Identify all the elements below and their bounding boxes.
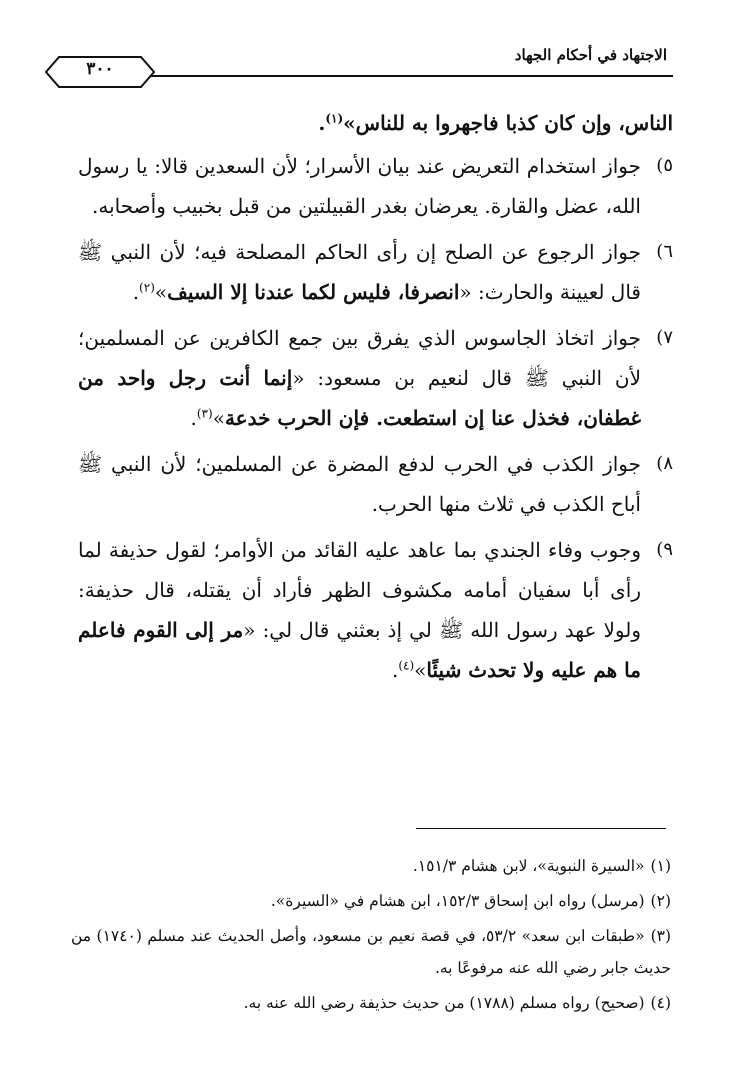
list-item-plain: وجوب وفاء الجندي بما عاهد عليه القائد من الأوامر؛ لقول حذيفة لما رأى أبا سفيان أمامه مكشوف الظهر فأراد أن يقتله، قال حذيفة: ولولا عهد رسول الله ﷺ لي إذ بعثني قال لي: «	[78, 538, 641, 642]
punct: .	[318, 111, 326, 135]
page-number: ٣٠٠	[86, 59, 114, 79]
footnote	[71, 850, 671, 882]
list-item	[78, 530, 673, 690]
punct: .	[132, 280, 140, 304]
list-item-number: ٥)	[656, 155, 673, 176]
list-item-plain: جواز الرجوع عن الصلح إن رأى الحاكم المصلحة فيه؛ لأن النبي ﷺ قال لعيينة والحارث: «	[78, 240, 641, 304]
list-item-number: ٩)	[656, 539, 673, 560]
footnote	[71, 885, 671, 917]
list-item-plain: جواز اتخاذ الجاسوس الذي يفرق بين جمع الكافرين عن المسلمين؛ لأن النبي ﷺ قال لنعيم بن مسعود: «	[78, 326, 641, 390]
list-item-text: جواز استخدام التعريض عند بيان الأسرار؛ لأن السعدين قالا: يا رسول الله، عضل والقارة. يعرضان بغدر القبيلتين من قبل بخبيب وأصحابه.	[78, 154, 641, 218]
footnote	[71, 920, 671, 984]
running-header	[45, 38, 673, 90]
list-item	[78, 318, 673, 438]
footnote	[71, 987, 671, 1019]
header-rule	[123, 75, 673, 77]
footnote-text: (صحيح) رواه مسلم (١٧٨٨) من حديث حذيفة رضي الله عنه به.	[243, 994, 645, 1012]
footnote-ref: (٤)	[398, 658, 415, 673]
hadith-quote: مر إلى القوم فاعلم ما هم عليه ولا تحدث شيئًا	[78, 618, 641, 682]
punct: .	[190, 406, 197, 430]
list-item-plain: »	[212, 406, 225, 430]
footnote-ref: (١)	[325, 111, 344, 126]
footnote-number: (٢)	[650, 892, 671, 910]
footnote-text: (مرسل) رواه ابن إسحاق ١٥٢/٣، ابن هشام في «السيرة».	[270, 892, 645, 910]
list-item-plain: »	[154, 280, 168, 304]
footnote-text: «طبقات ابن سعد» ٥٣/٢، في قصة نعيم بن مسعود، وأصل الحديث عند مسلم (١٧٤٠) من حديث جابر رضي الله عنه مرفوعًا به.	[71, 927, 671, 977]
list-item-plain: »	[414, 658, 427, 682]
hadith-quote: إنما أنت رجل واحد من غطفان، فخذل عنا إن استطعت. فإن الحرب خدعة	[78, 366, 641, 430]
footnote-separator	[416, 828, 666, 829]
footnote-ref: (٢)	[139, 280, 155, 295]
footnote-ref: (٣)	[196, 406, 213, 421]
list-item-number: ٧)	[656, 327, 673, 348]
list-item-text: جواز الكذب في الحرب لدفع المضرة عن المسلمين؛ لأن النبي ﷺ أباح الكذب في ثلاث منها الحرب.	[78, 452, 641, 516]
footnote-number: (١)	[650, 857, 671, 875]
list-item-text	[78, 318, 641, 438]
main-text	[78, 103, 673, 696]
footnote-number: (٣)	[650, 927, 672, 945]
list-item	[78, 444, 673, 524]
continuation-text: الناس، وإن كان كذبا فاجهروا به للناس»	[343, 111, 673, 135]
hadith-quote: انصرفا، فليس لكما عندنا إلا السيف	[167, 280, 460, 304]
list-item	[78, 232, 673, 312]
footnote-number: (٤)	[650, 994, 671, 1012]
list-item-text	[78, 232, 641, 312]
punct: .	[391, 658, 399, 682]
footnotes	[71, 850, 671, 1022]
list-item	[78, 146, 673, 226]
list-item-text	[78, 530, 641, 690]
header-title: الاجتهاد في أحكام الجهاد	[514, 46, 667, 64]
continuation-paragraph	[78, 103, 673, 143]
list-item-number: ٨)	[656, 453, 673, 474]
list-item-number: ٦)	[656, 241, 673, 262]
footnote-text: «السيرة النبوية»، لابن هشام ١٥١/٣.	[412, 857, 645, 875]
page-number-badge	[45, 56, 155, 88]
